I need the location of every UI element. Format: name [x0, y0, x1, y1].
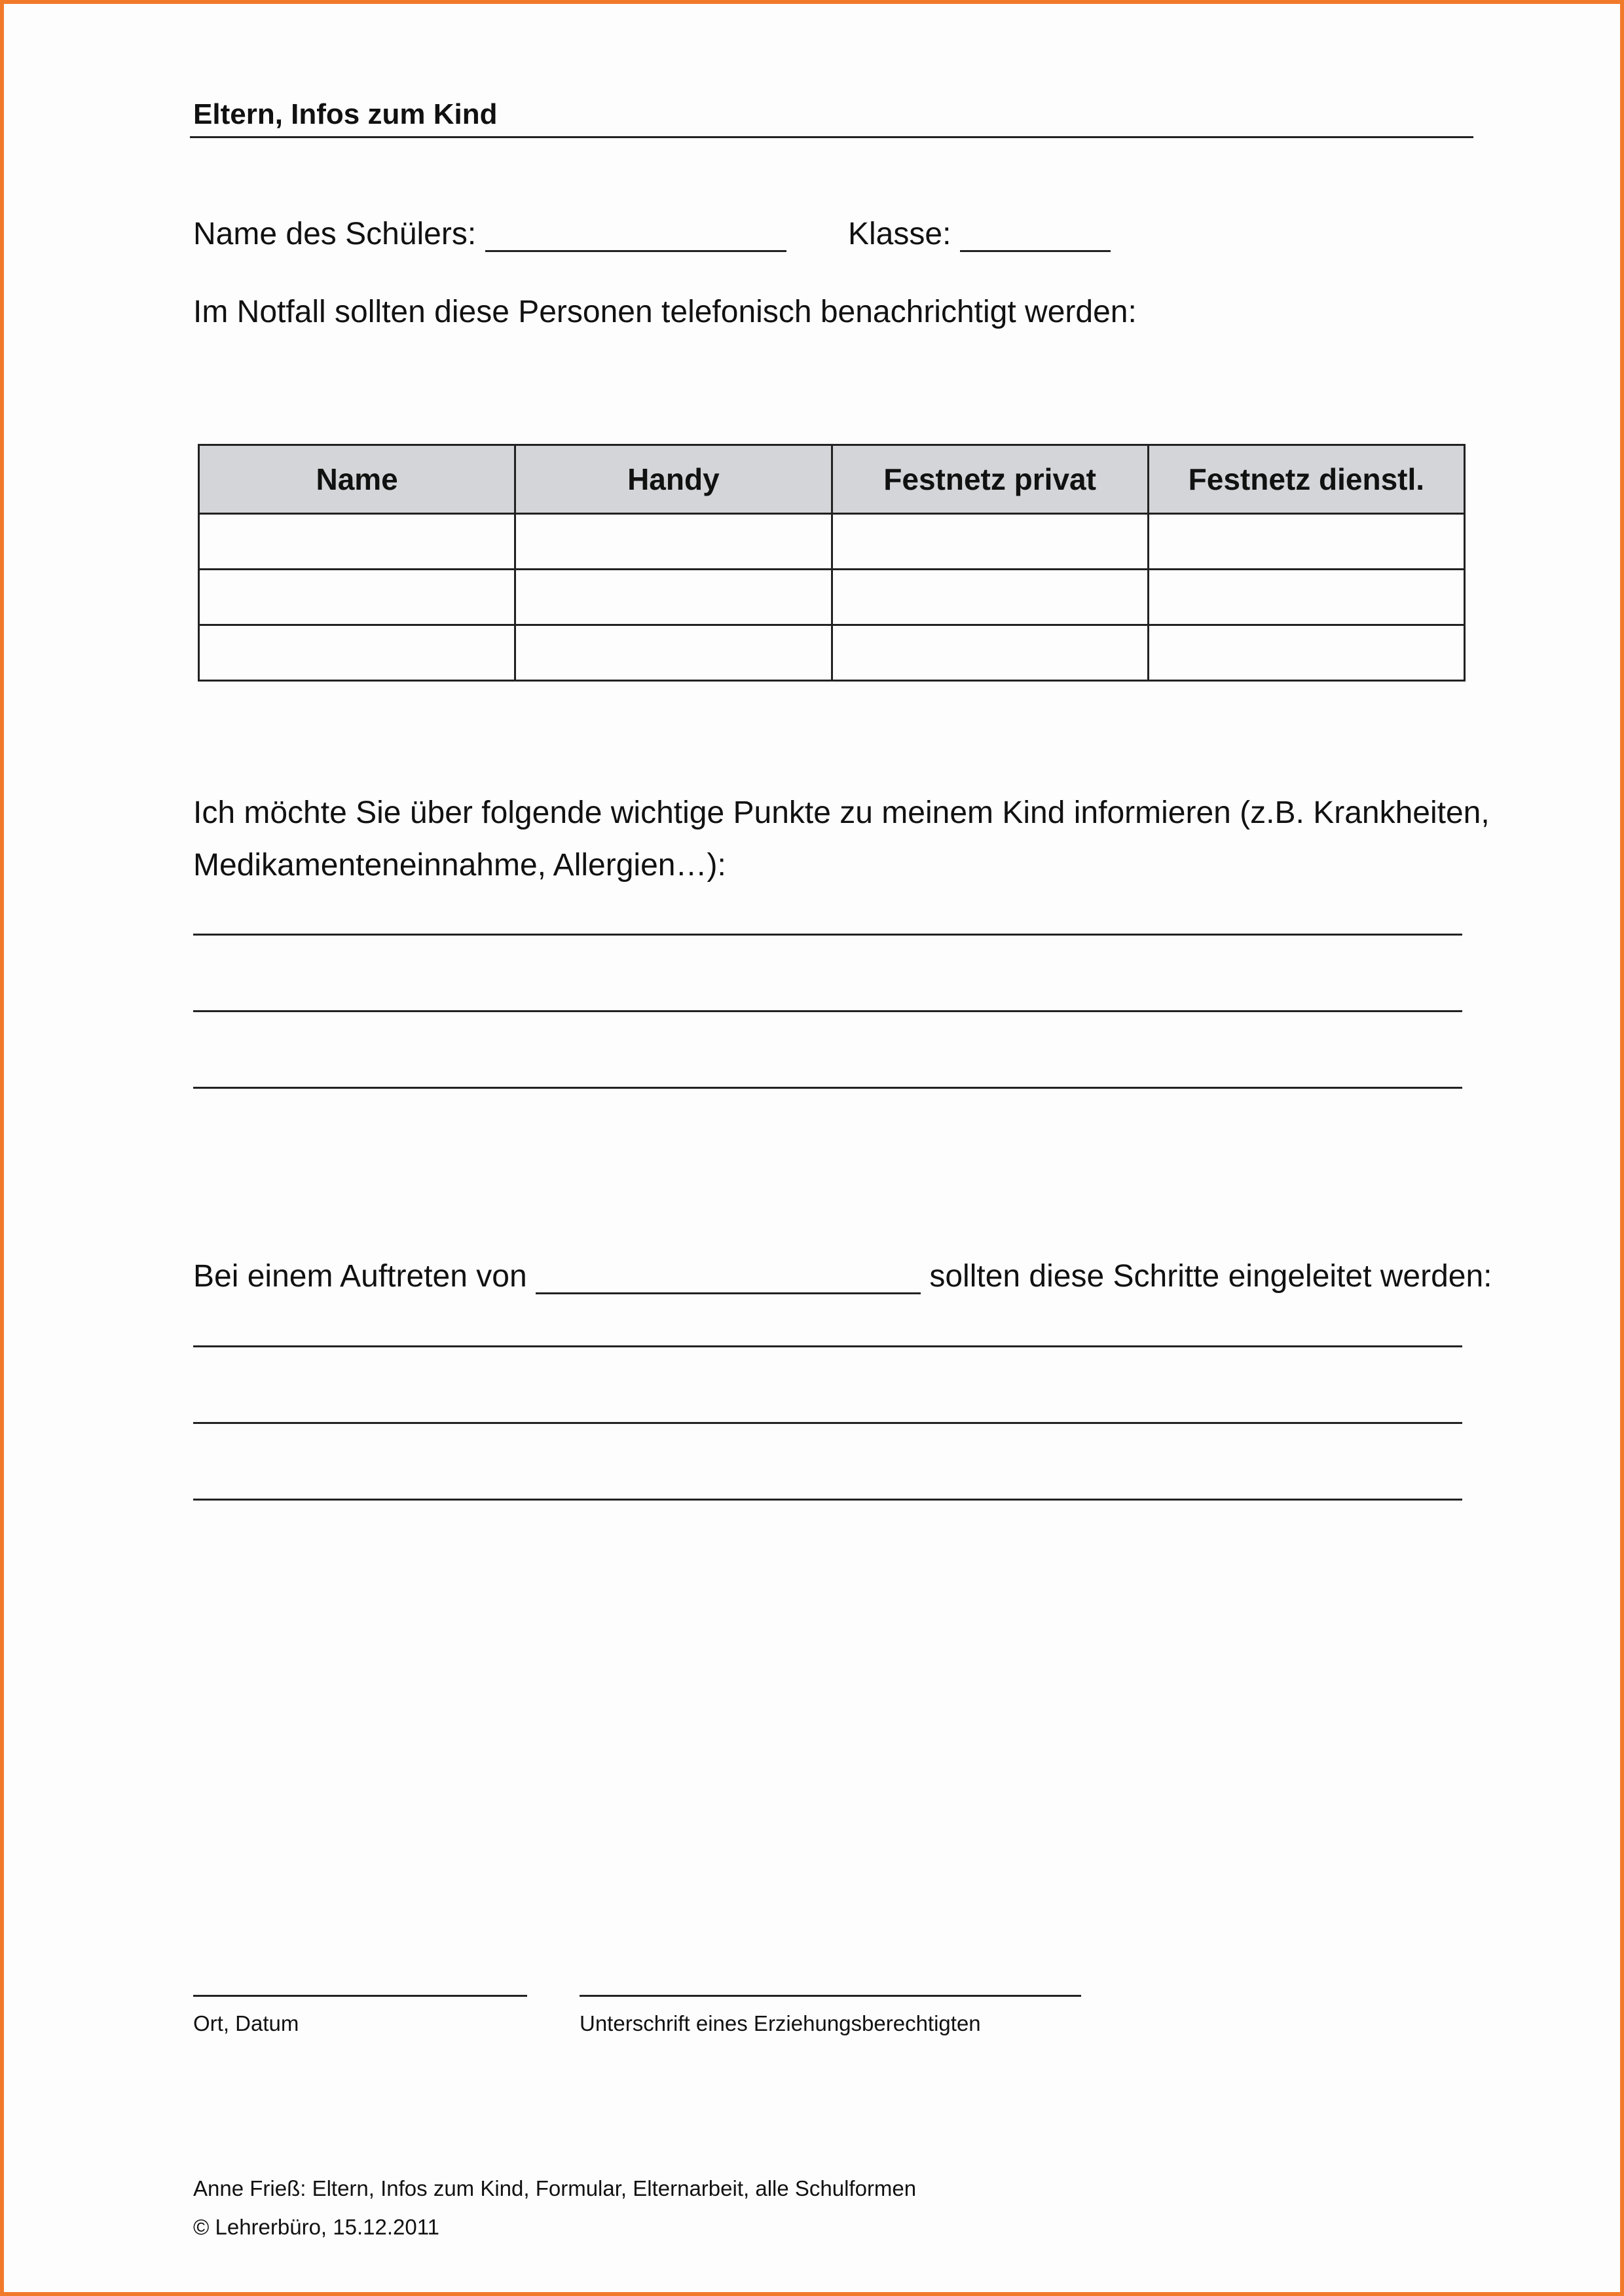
class-label: Klasse:: [848, 217, 951, 251]
table-cell[interactable]: [1148, 625, 1464, 681]
table-cell[interactable]: [1148, 514, 1464, 570]
table-cell[interactable]: [832, 570, 1148, 625]
header-festnetz-privat: Festnetz privat: [832, 445, 1148, 514]
header-name: Name: [199, 445, 515, 514]
signature-line[interactable]: [580, 1995, 1081, 1997]
class-row: [848, 219, 1111, 252]
table-cell[interactable]: [199, 514, 515, 570]
page-title: Eltern, Infos zum Kind: [193, 98, 498, 130]
table-row: [199, 625, 1465, 681]
table-cell[interactable]: [199, 625, 515, 681]
important-points-line1: Ich möchte Sie über folgende wichtige Punkte zu meinem Kind informieren (z.B. Krankheiten,: [193, 795, 1490, 830]
footer-copyright: © Lehrerbüro, 15.12.2011: [193, 2215, 439, 2239]
condition-field[interactable]: [536, 1261, 921, 1294]
title-underline: [190, 136, 1473, 138]
place-date-label: Ort, Datum: [193, 2011, 299, 2035]
important-points-line2: Medikamenteneinnahme, Allergien…):: [193, 848, 726, 883]
important-points-write-line[interactable]: [193, 1087, 1462, 1089]
student-name-row: [193, 219, 786, 252]
table-cell[interactable]: [515, 570, 832, 625]
steps-write-line[interactable]: [193, 1345, 1462, 1347]
table-cell[interactable]: [515, 514, 832, 570]
steps-row: [193, 1261, 1492, 1294]
table-header-row: [199, 445, 1465, 514]
steps-write-line[interactable]: [193, 1422, 1462, 1424]
place-date-line[interactable]: [193, 1995, 527, 1997]
class-field[interactable]: [960, 219, 1111, 252]
important-points-write-line[interactable]: [193, 1010, 1462, 1012]
table-cell[interactable]: [515, 625, 832, 681]
guardian-signature-label: Unterschrift eines Erziehungsberechtigten: [580, 2011, 981, 2035]
table-cell[interactable]: [199, 570, 515, 625]
footer-credit: Anne Frieß: Eltern, Infos zum Kind, Formular, Elternarbeit, alle Schulformen: [193, 2176, 917, 2200]
student-name-label: Name des Schülers:: [193, 217, 477, 251]
header-handy: Handy: [515, 445, 832, 514]
steps-suffix: sollten diese Schritte eingeleitet werden:: [929, 1259, 1492, 1294]
table-cell[interactable]: [1148, 570, 1464, 625]
table-cell[interactable]: [832, 514, 1148, 570]
student-name-field[interactable]: [485, 219, 786, 252]
steps-prefix: Bei einem Auftreten von: [193, 1259, 527, 1294]
table-row: [199, 514, 1465, 570]
table-row: [199, 570, 1465, 625]
steps-write-line[interactable]: [193, 1499, 1462, 1501]
table-cell[interactable]: [832, 625, 1148, 681]
emergency-intro: Im Notfall sollten diese Personen telefonisch benachrichtigt werden:: [193, 295, 1137, 329]
header-festnetz-dienstl: Festnetz dienstl.: [1148, 445, 1464, 514]
emergency-contacts-table: [198, 444, 1466, 682]
important-points-write-line[interactable]: [193, 934, 1462, 936]
